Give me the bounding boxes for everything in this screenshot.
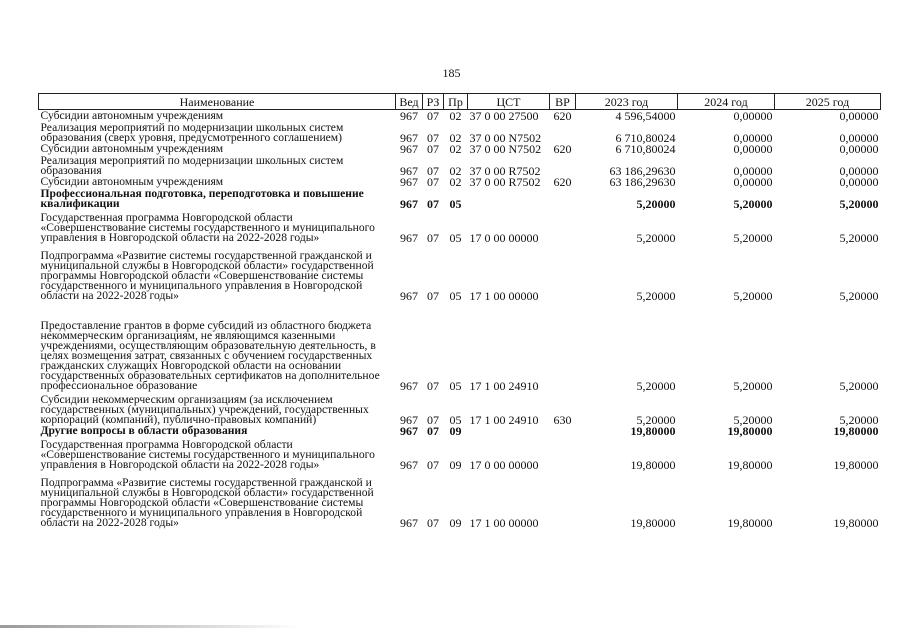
header-name: Наименование (39, 94, 396, 110)
row-2023: 19,80000 (630, 458, 676, 472)
row-2023: 6 710,80024 (615, 142, 676, 156)
header-vr: ВР (550, 94, 576, 110)
row-cst: 37 0 00 R7502 (469, 175, 541, 189)
row-name: Субсидии некоммерческим организациям (за исключением государственных (муниципальных) учреждений, государственных корпораций (компаний), публично-правовых компаний) (40, 393, 369, 426)
row-ved: 967 (400, 379, 418, 393)
row-pr: 02 (449, 175, 462, 189)
row-2023: 6 710,80024 (615, 131, 676, 145)
row-cst: 17 1 00 24910 (469, 413, 539, 427)
row-name: Субсидии автономным учреждениям (40, 142, 224, 155)
row-2024: 5,20000 (733, 231, 773, 245)
row-name: Государственная программа Новгородской области «Совершенствование системы государственного и муниципального управления в Новгородской области на 2022-2028 годы» (40, 211, 375, 244)
row-cst: 17 0 00 00000 (469, 231, 539, 245)
table-row (39, 470, 881, 528)
row-2025: 19,80000 (833, 458, 879, 472)
row-rz: 07 (427, 231, 439, 245)
row-name: Реализация мероприятий по модернизации школьных систем образования (сверх уровня, предусмотренного соглашением) (40, 121, 344, 144)
row-pr: 05 (449, 379, 462, 393)
row-2025: 0,00000 (839, 142, 879, 156)
table-row-section (39, 425, 881, 436)
row-name: Субсидии автономным учреждениям (40, 175, 224, 188)
row-2025: 0,00000 (839, 109, 879, 123)
row-ved: 967 (400, 175, 418, 189)
row-name: Профессиональная подготовка, переподготовка и повышение квалификации (40, 187, 364, 210)
row-rz: 07 (427, 289, 439, 303)
row-pr: 02 (449, 164, 462, 178)
row-cst: 17 1 00 00000 (469, 289, 539, 303)
table-row (39, 301, 881, 391)
row-rz: 07 (427, 424, 439, 438)
row-cst: 17 1 00 00000 (469, 516, 539, 530)
row-pr: 05 (449, 197, 462, 211)
row-2023: 63 186,29630 (609, 175, 676, 189)
row-2023: 19,80000 (630, 516, 676, 530)
row-2024: 0,00000 (733, 109, 773, 123)
row-name: Субсидии автономным учреждениям (40, 109, 224, 122)
row-ved: 967 (400, 131, 418, 145)
row-2023: 63 186,29630 (609, 164, 676, 178)
row-vr: 620 (553, 109, 572, 123)
header-2023: 2023 год (576, 94, 678, 110)
row-ved: 967 (400, 424, 418, 438)
scan-edge-artifact (0, 625, 300, 628)
row-2025: 0,00000 (839, 175, 879, 189)
table-row (39, 209, 881, 243)
row-vr (550, 470, 576, 528)
header-2024: 2024 год (678, 94, 775, 110)
table-row-section (39, 187, 881, 209)
header-rz: РЗ (423, 94, 444, 110)
row-2025: 5,20000 (839, 413, 879, 427)
row-2025: 19,80000 (833, 516, 879, 530)
row-2024: 19,80000 (727, 424, 773, 438)
header-pr: Пр (444, 94, 468, 110)
row-2024: 19,80000 (727, 458, 773, 472)
row-2023: 5,20000 (636, 413, 676, 427)
row-rz: 07 (427, 379, 439, 393)
row-pr: 09 (449, 516, 462, 530)
row-vr (550, 154, 576, 176)
row-vr (550, 121, 576, 143)
table-row (39, 110, 881, 122)
row-cst (468, 187, 550, 209)
row-pr: 09 (449, 458, 462, 472)
row-2025: 19,80000 (833, 424, 879, 438)
row-2025: 5,20000 (839, 231, 879, 245)
header-2025: 2025 год (775, 94, 881, 110)
row-ved: 967 (400, 289, 418, 303)
row-2025: 0,00000 (839, 164, 879, 178)
row-rz: 07 (427, 458, 439, 472)
row-vr (550, 436, 576, 470)
row-vr: 620 (553, 142, 572, 156)
table-row (39, 154, 881, 176)
page-number: 185 (442, 66, 461, 80)
row-2024: 5,20000 (733, 413, 773, 427)
row-rz: 07 (427, 131, 439, 145)
row-2023: 5,20000 (636, 197, 676, 211)
row-rz: 07 (427, 197, 439, 211)
row-2024: 5,20000 (733, 289, 773, 303)
row-name: Подпрограмма «Развитие системы государственной гражданской и муниципальной службы в Новгородской области» государственной программы Новгородской области «Совершенствование системы государственного и муниципального управления в Новгородской области на 2022-2028 годы» (40, 476, 374, 529)
row-ved: 967 (400, 458, 418, 472)
table-row (39, 436, 881, 470)
row-pr: 05 (449, 289, 462, 303)
row-cst: 37 0 00 R7502 (469, 164, 541, 178)
row-ved: 967 (400, 142, 418, 156)
row-cst: 37 0 00 N7502 (469, 131, 542, 145)
row-2024: 5,20000 (733, 197, 773, 211)
row-rz: 07 (427, 175, 439, 189)
table-row (39, 143, 881, 154)
row-name: Подпрограмма «Развитие системы государственной гражданской и муниципальной службы в Новгородской области» государственной программы Новгородской области «Совершенствование системы государственного и муниципального управления в Новгородской области на 2022-2028 годы» (40, 249, 374, 302)
row-pr: 02 (449, 131, 462, 145)
row-name: Предоставление грантов в форме субсидий из областного бюджета некоммерческим организациям, не являющимся казенными учреждениями, осуществляющим образовательную деятельность, в целях возмещения затрат, связанных с обучением государственных гражданских служащих Новгородской области на основании государственных образовательных сертификатов на дополнительное профессиональное образование (40, 319, 380, 392)
row-2025: 0,00000 (839, 131, 879, 145)
row-vr (550, 243, 576, 301)
row-pr: 02 (449, 142, 462, 156)
row-ved: 967 (400, 197, 418, 211)
row-cst: 17 1 00 24910 (469, 379, 539, 393)
table-row (39, 176, 881, 187)
header-cst: ЦСТ (468, 94, 550, 110)
row-vr (550, 187, 576, 209)
row-rz: 07 (427, 164, 439, 178)
row-cst: 37 0 00 N7502 (469, 142, 542, 156)
row-2024: 19,80000 (727, 516, 773, 530)
row-2023: 5,20000 (636, 379, 676, 393)
table-row (39, 121, 881, 143)
row-2023: 5,20000 (636, 289, 676, 303)
row-vr: 620 (553, 175, 572, 189)
row-vr (550, 209, 576, 243)
row-ved: 967 (400, 231, 418, 245)
row-rz: 07 (427, 516, 439, 530)
row-name: Государственная программа Новгородской области «Совершенствование системы государственного и муниципального управления в Новгородской области на 2022-2028 годы» (40, 438, 375, 471)
row-2024: 5,20000 (733, 379, 773, 393)
row-ved: 967 (400, 164, 418, 178)
row-2023: 4 596,54000 (615, 109, 676, 123)
row-2024: 0,00000 (733, 131, 773, 145)
row-ved: 967 (400, 109, 418, 123)
row-2024: 0,00000 (733, 175, 773, 189)
row-cst: 37 0 00 27500 (469, 109, 539, 123)
row-cst: 17 0 00 00000 (469, 458, 539, 472)
row-rz: 07 (427, 413, 439, 427)
row-2023: 5,20000 (636, 231, 676, 245)
table-row (39, 243, 881, 301)
row-2023: 19,80000 (630, 424, 676, 438)
row-pr: 02 (449, 109, 462, 123)
row-vr (550, 301, 576, 391)
row-pr: 05 (449, 231, 462, 245)
row-2025: 5,20000 (839, 197, 879, 211)
row-2024: 0,00000 (733, 164, 773, 178)
header-ved: Вед (396, 94, 423, 110)
row-rz: 07 (427, 142, 439, 156)
row-ved: 967 (400, 413, 418, 427)
row-vr: 630 (553, 413, 572, 427)
row-name: Другие вопросы в области образования (40, 424, 248, 437)
row-rz: 07 (427, 109, 439, 123)
row-2025: 5,20000 (839, 289, 879, 303)
row-name: Реализация мероприятий по модернизации школьных систем образования (40, 154, 344, 177)
row-pr: 09 (449, 424, 462, 438)
table-row (39, 391, 881, 425)
row-ved: 967 (400, 516, 418, 530)
row-pr: 05 (449, 413, 462, 427)
row-2024: 0,00000 (733, 142, 773, 156)
budget-table (38, 93, 881, 528)
row-2025: 5,20000 (839, 379, 879, 393)
table-header-row (39, 94, 881, 110)
